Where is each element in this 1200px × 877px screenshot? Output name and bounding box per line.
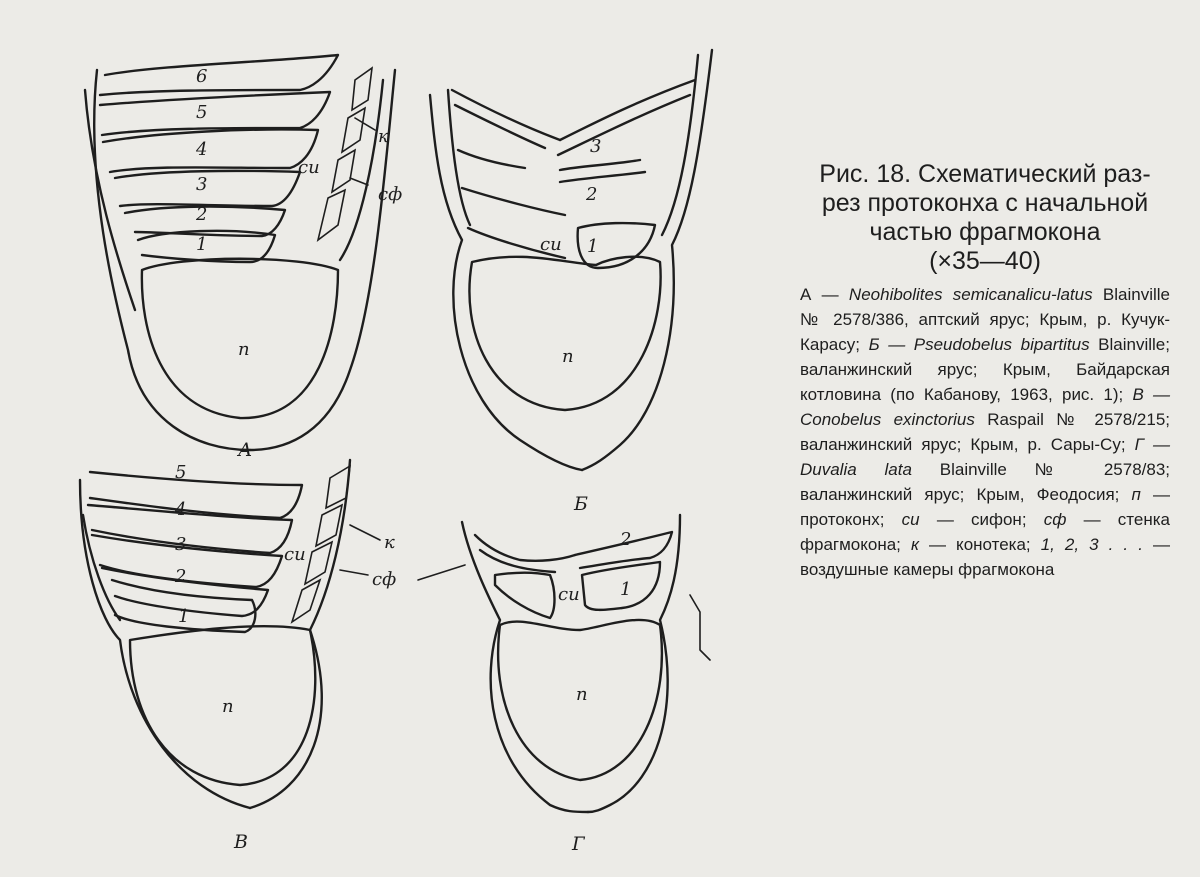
panel-v-siphon-label: си	[284, 544, 306, 565]
panel-g-chamber-1-label: 1	[620, 579, 632, 600]
panel-a-siphon-label: си	[298, 157, 320, 178]
panel-a-chamber-6-label: 6	[196, 66, 208, 87]
caption-title-line: рез протоконха с начальной	[821, 189, 1149, 217]
panel-v-chamber-4-label: 4	[175, 499, 187, 520]
panel-g	[418, 515, 710, 855]
panel-b-letter: Б	[574, 493, 588, 515]
panel-v-letter: В	[234, 831, 248, 853]
caption-segment: А —	[800, 285, 849, 304]
panel-b-chamber-2-label: 2	[586, 184, 598, 205]
panel-b-siphon-label: си	[540, 234, 562, 255]
panel-a-chamber-2-label: 2	[196, 204, 208, 225]
panel-a-chamber-3-label: 3	[196, 174, 208, 195]
panel-b-chamber-line	[455, 105, 545, 148]
panel-a-leader-k	[355, 118, 375, 130]
panel-v-leader-sf	[340, 570, 368, 575]
panel-g-protoconch-label: п	[576, 684, 588, 705]
caption-segment: — конотека;	[918, 535, 1041, 554]
panel-a-inner-wall-right	[340, 80, 383, 260]
caption-body	[800, 282, 1170, 582]
panel-a-siphon-segment	[352, 68, 372, 110]
panel-b-chamber-line	[452, 90, 560, 140]
caption-segment: Blainville; валанжинский ярус; Крым, Байдарская котловина (по Кабанову, 1963, рис. 1);	[800, 335, 1170, 404]
panel-b-chamber-line	[462, 188, 565, 215]
caption-segment-italic: Б — Pseudobelus bipartitus	[868, 335, 1090, 354]
panel-v-siphon-segment	[305, 542, 332, 584]
panel-g-outer-wall-left	[462, 522, 588, 812]
panel-a-chamber-3	[115, 171, 300, 206]
caption-segment: — стенка фрагмокона;	[800, 510, 1170, 554]
caption-title-line: частью фрагмокона	[869, 218, 1101, 246]
caption-title	[800, 160, 1170, 276]
caption-segment-italic: си	[901, 510, 920, 529]
panel-v-chamber-5	[90, 472, 302, 518]
panel-a-chamber-4	[103, 130, 318, 173]
panel-v-conotheca-label: к	[384, 532, 395, 553]
caption-title-line: Рис. 18. Схематический раз-	[819, 160, 1151, 188]
panel-v-chamber-4	[88, 505, 292, 553]
caption-segment-italic: п	[1131, 485, 1141, 504]
panel-b-chamber-1-label: 1	[587, 236, 599, 257]
panel-b-chamber-line	[560, 160, 640, 170]
caption-title-line: (×35—40)	[929, 247, 1041, 275]
panel-g-letter: Г	[572, 833, 585, 855]
caption-segment-italic: сф	[1043, 510, 1067, 529]
caption-segment-italic: Г — Duvalia lata	[800, 435, 1170, 479]
caption-segment: — протоконх;	[800, 485, 1170, 529]
panel-a-wall-label: сф	[378, 184, 403, 205]
caption-segment-italic: к	[910, 535, 919, 554]
panel-v-outer-wall-left	[80, 480, 250, 808]
panel-v-leader-k	[350, 525, 380, 540]
panel-v-chamber-1-label: 1	[178, 606, 190, 627]
panel-a-siphon-segment	[342, 108, 365, 152]
panel-b-chamber-3-label: 3	[590, 136, 602, 157]
panel-g-scale-mark	[690, 595, 710, 660]
panel-a-chamber-5-label: 5	[196, 102, 208, 123]
panel-v-chamber-3	[92, 535, 282, 587]
caption-segment-italic: 1, 2, 3 . . .	[1040, 535, 1143, 554]
panel-v-outer-wall-right	[250, 460, 350, 808]
figure-caption	[800, 160, 1170, 582]
panel-b-chamber-line	[560, 80, 695, 140]
caption-segment-italic: В — Conobelus exinctorius	[800, 385, 1171, 429]
panel-a-conotheca-label: к	[378, 126, 389, 147]
caption-segment: Blainville № 2578/83; валанжинский ярус; Крым, Феодосия;	[800, 460, 1171, 504]
caption-segment: — воздушные камеры фрагмокона	[800, 535, 1170, 579]
panel-a-siphon-segment	[332, 150, 355, 192]
panel-b	[430, 50, 712, 515]
panel-a-chamber-6	[100, 55, 338, 95]
panel-g-chamber-2-label: 2	[620, 529, 632, 550]
panel-v-chamber-5-label: 5	[175, 462, 187, 483]
panel-v	[80, 460, 396, 853]
panel-g-siphon-chamber	[495, 573, 555, 618]
caption-segment-italic: Neohibolites semicanalicu-latus	[848, 285, 1093, 304]
panel-v-chamber-2-label: 2	[175, 566, 187, 587]
panel-b-protoconch-label: п	[562, 346, 574, 367]
panel-b-chamber-line	[458, 150, 525, 168]
panel-a-siphon-segment	[318, 190, 345, 240]
panel-a-chamber-1-label: 1	[196, 234, 208, 255]
panel-v-wall-label: сф	[372, 569, 397, 590]
caption-segment: Raspail № 2578/215; валанжинский ярус; Крым, р. Сары-Су;	[800, 410, 1171, 454]
panel-a-chamber-4-label: 4	[196, 139, 208, 160]
panel-b-chamber-line	[558, 95, 690, 155]
panel-a-protoconch-label: п	[238, 339, 250, 360]
panel-b-chamber-line	[560, 172, 645, 182]
panel-v-protoconch-label: п	[222, 696, 234, 717]
panel-v-chamber-3-label: 3	[175, 534, 187, 555]
panel-b-protoconch	[469, 257, 660, 410]
panel-a	[85, 55, 402, 461]
caption-segment: Blainville № 2578/386, аптский ярус; Крым, р. Кучук-Карасу;	[800, 285, 1170, 354]
panel-a-leader-sf	[350, 178, 368, 185]
panel-g-leader	[418, 565, 465, 580]
panel-a-letter: А	[238, 439, 253, 461]
panel-g-siphon-label: си	[558, 584, 580, 605]
caption-segment: — сифон;	[919, 510, 1044, 529]
